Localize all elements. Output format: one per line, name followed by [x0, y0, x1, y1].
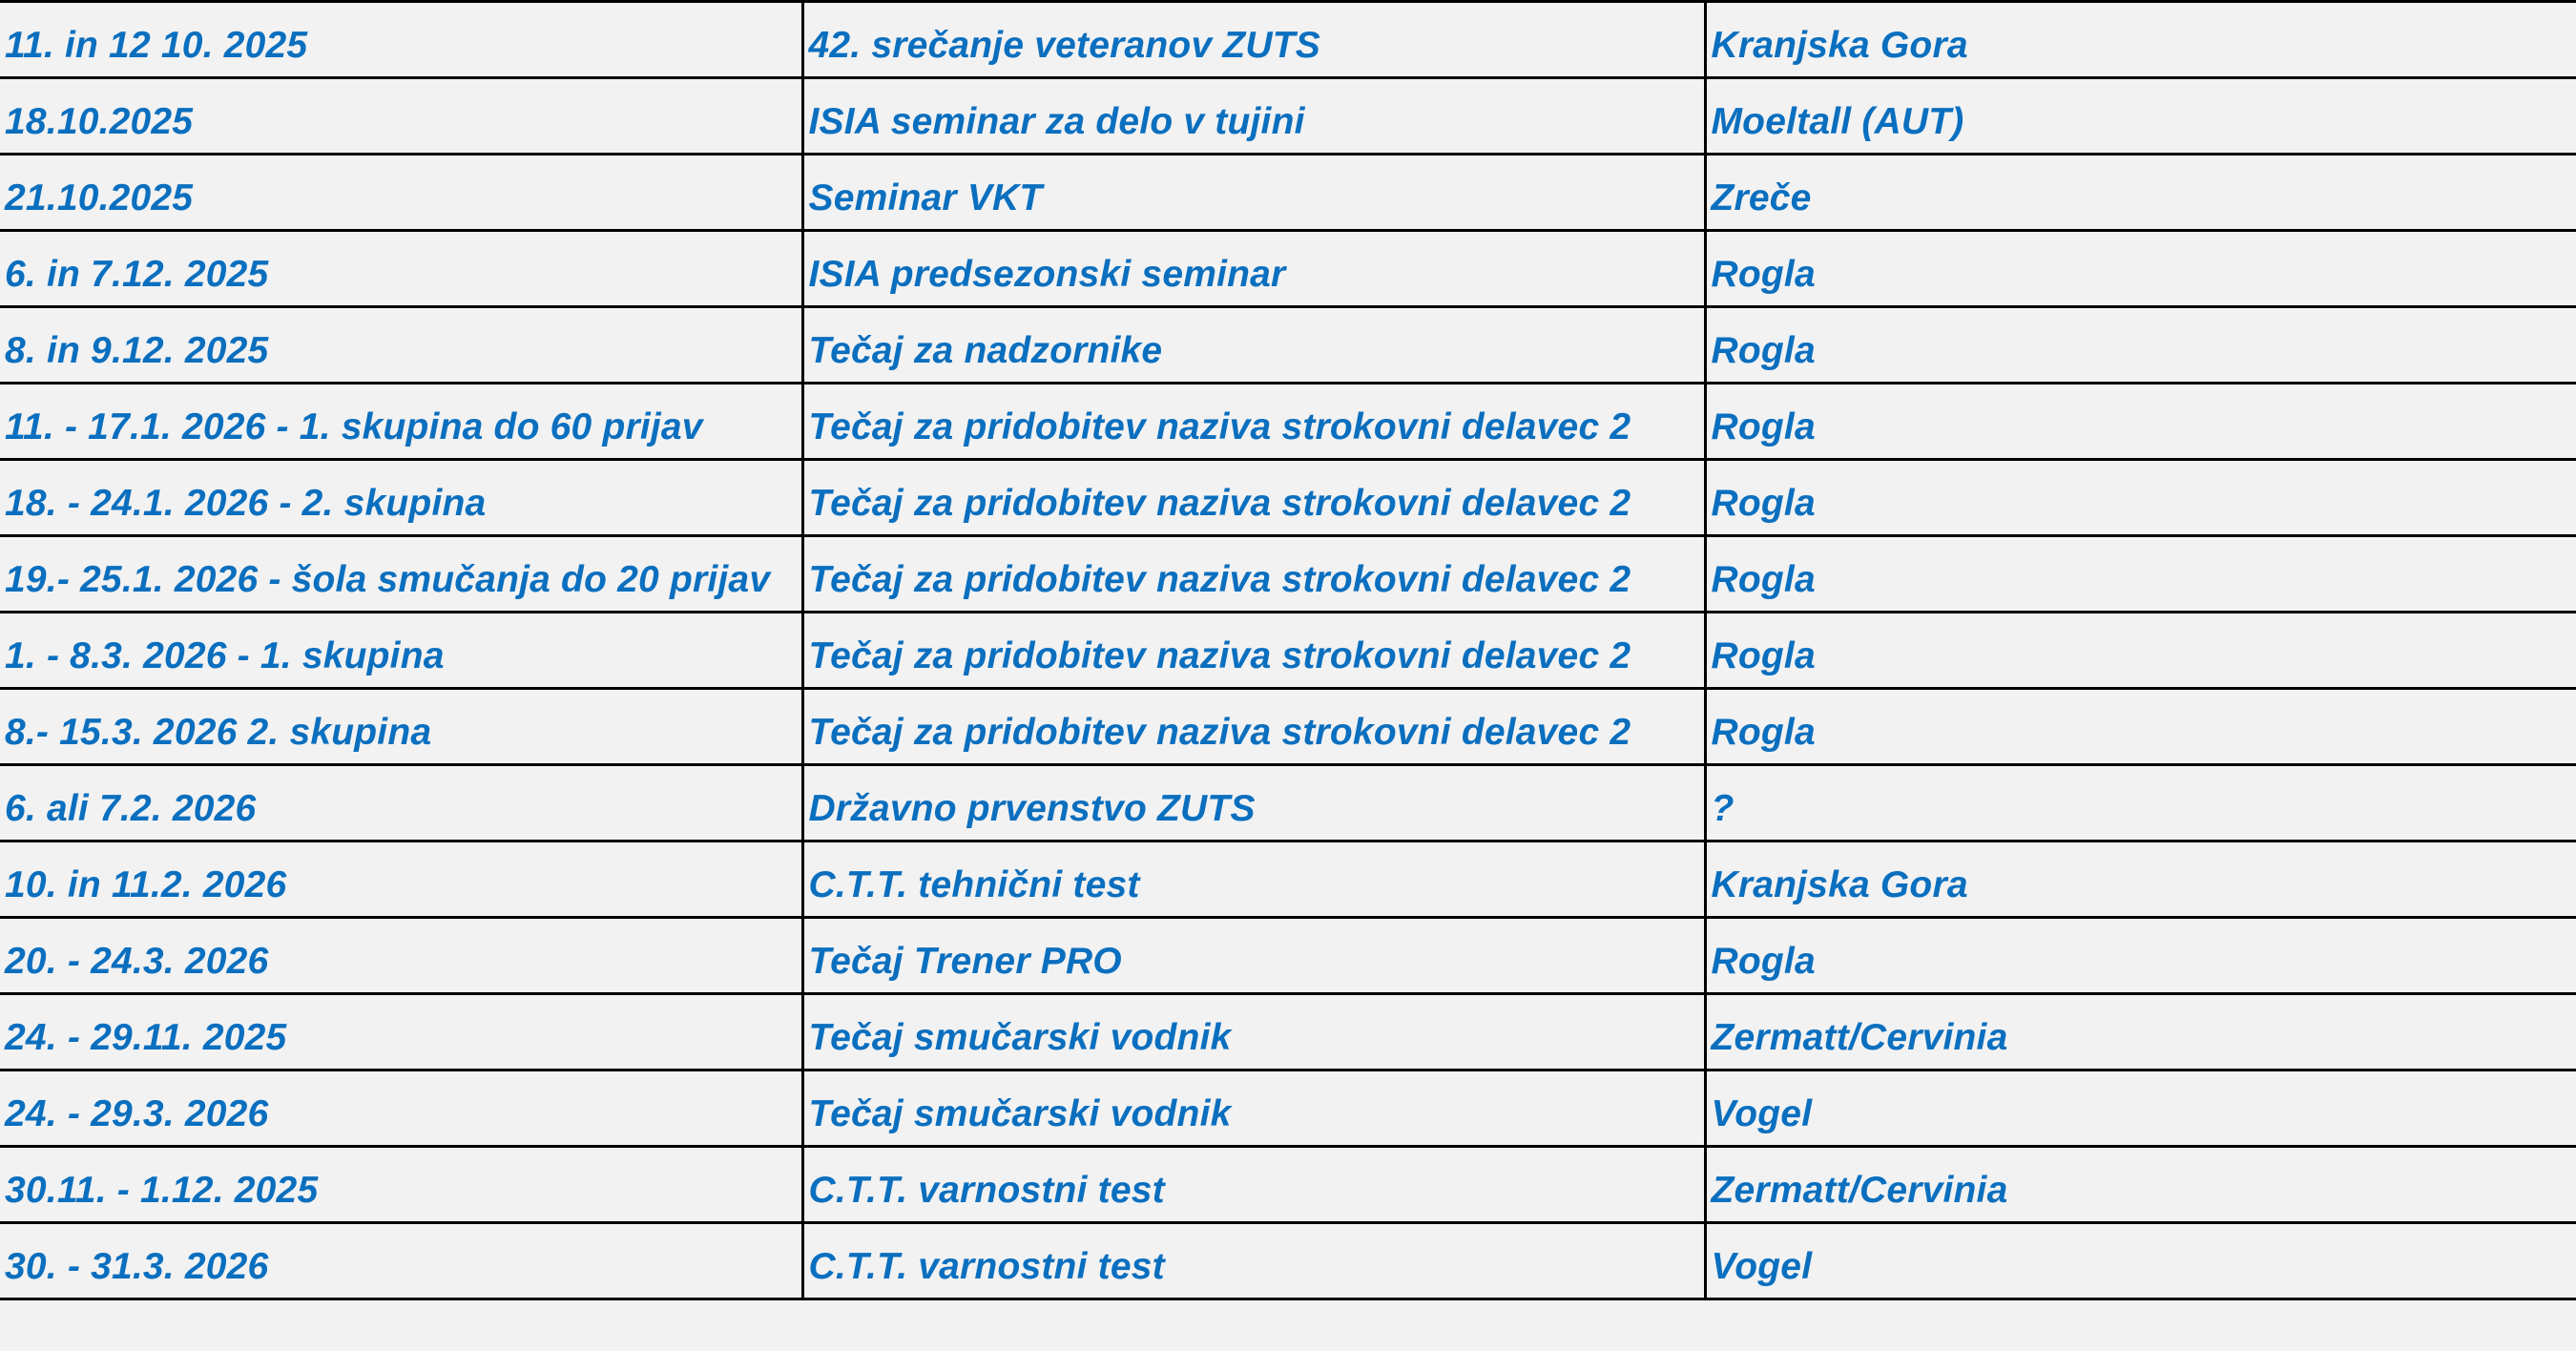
event-cell[interactable]: C.T.T. varnostni test — [802, 1223, 1705, 1299]
table-row — [0, 1070, 2576, 1147]
date-cell[interactable]: 6. ali 7.2. 2026 — [0, 765, 802, 842]
table-row — [0, 460, 2576, 536]
table-row — [0, 613, 2576, 689]
event-cell[interactable]: Tečaj smučarski vodnik — [802, 994, 1705, 1070]
event-cell[interactable]: Tečaj za nadzornike — [802, 307, 1705, 384]
table-row — [0, 231, 2576, 307]
event-cell[interactable]: Tečaj za pridobitev naziva strokovni delavec 2 — [802, 536, 1705, 613]
event-cell[interactable]: Tečaj za pridobitev naziva strokovni delavec 2 — [802, 689, 1705, 765]
event-cell[interactable]: Tečaj smučarski vodnik — [802, 1070, 1705, 1147]
location-cell[interactable]: Rogla — [1705, 689, 2576, 765]
date-cell[interactable]: 11. - 17.1. 2026 - 1. skupina do 60 prijav — [0, 384, 802, 460]
date-cell[interactable]: 30. - 31.3. 2026 — [0, 1223, 802, 1299]
date-cell[interactable]: 24. - 29.11. 2025 — [0, 994, 802, 1070]
date-cell[interactable]: 11. in 12 10. 2025 — [0, 2, 802, 78]
location-cell[interactable]: Zermatt/Cervinia — [1705, 994, 2576, 1070]
table-row — [0, 994, 2576, 1070]
date-cell[interactable]: 6. in 7.12. 2025 — [0, 231, 802, 307]
event-cell[interactable]: Tečaj za pridobitev naziva strokovni delavec 2 — [802, 384, 1705, 460]
location-cell[interactable]: Kranjska Gora — [1705, 842, 2576, 918]
table-row — [0, 384, 2576, 460]
location-cell[interactable]: Moeltall (AUT) — [1705, 78, 2576, 155]
table-row — [0, 307, 2576, 384]
event-cell[interactable]: ISIA seminar za delo v tujini — [802, 78, 1705, 155]
date-cell[interactable]: 1. - 8.3. 2026 - 1. skupina — [0, 613, 802, 689]
location-cell[interactable]: Rogla — [1705, 460, 2576, 536]
location-cell[interactable]: Rogla — [1705, 536, 2576, 613]
date-cell[interactable]: 8. in 9.12. 2025 — [0, 307, 802, 384]
location-cell[interactable]: Rogla — [1705, 307, 2576, 384]
table-row — [0, 2, 2576, 78]
schedule-table-body — [0, 2, 2576, 1299]
date-cell[interactable]: 24. - 29.3. 2026 — [0, 1070, 802, 1147]
event-cell[interactable]: Seminar VKT — [802, 155, 1705, 231]
location-cell[interactable]: Vogel — [1705, 1223, 2576, 1299]
location-cell[interactable]: Zreče — [1705, 155, 2576, 231]
date-cell[interactable]: 10. in 11.2. 2026 — [0, 842, 802, 918]
location-cell[interactable]: Rogla — [1705, 613, 2576, 689]
date-cell[interactable]: 20. - 24.3. 2026 — [0, 918, 802, 994]
table-row — [0, 1223, 2576, 1299]
event-cell[interactable]: Tečaj Trener PRO — [802, 918, 1705, 994]
table-row — [0, 78, 2576, 155]
table-row — [0, 765, 2576, 842]
date-cell[interactable]: 18.10.2025 — [0, 78, 802, 155]
event-cell[interactable]: Tečaj za pridobitev naziva strokovni delavec 2 — [802, 460, 1705, 536]
event-cell[interactable]: ISIA predsezonski seminar — [802, 231, 1705, 307]
table-row — [0, 536, 2576, 613]
location-cell[interactable]: Rogla — [1705, 384, 2576, 460]
location-cell[interactable]: Rogla — [1705, 918, 2576, 994]
table-row — [0, 918, 2576, 994]
event-cell[interactable]: Tečaj za pridobitev naziva strokovni delavec 2 — [802, 613, 1705, 689]
event-cell[interactable]: C.T.T. tehnični test — [802, 842, 1705, 918]
date-cell[interactable]: 8.- 15.3. 2026 2. skupina — [0, 689, 802, 765]
location-cell[interactable]: Vogel — [1705, 1070, 2576, 1147]
location-cell[interactable]: Kranjska Gora — [1705, 2, 2576, 78]
date-cell[interactable]: 19.- 25.1. 2026 - šola smučanja do 20 prijav — [0, 536, 802, 613]
event-cell[interactable]: Državno prvenstvo ZUTS — [802, 765, 1705, 842]
location-cell[interactable]: ? — [1705, 765, 2576, 842]
event-cell[interactable]: C.T.T. varnostni test — [802, 1147, 1705, 1223]
event-cell[interactable]: 42. srečanje veteranov ZUTS — [802, 2, 1705, 78]
location-cell[interactable]: Zermatt/Cervinia — [1705, 1147, 2576, 1223]
date-cell[interactable]: 30.11. - 1.12. 2025 — [0, 1147, 802, 1223]
date-cell[interactable]: 21.10.2025 — [0, 155, 802, 231]
table-row — [0, 689, 2576, 765]
date-cell[interactable]: 18. - 24.1. 2026 - 2. skupina — [0, 460, 802, 536]
location-cell[interactable]: Rogla — [1705, 231, 2576, 307]
table-row — [0, 1147, 2576, 1223]
table-row — [0, 842, 2576, 918]
table-row — [0, 155, 2576, 231]
